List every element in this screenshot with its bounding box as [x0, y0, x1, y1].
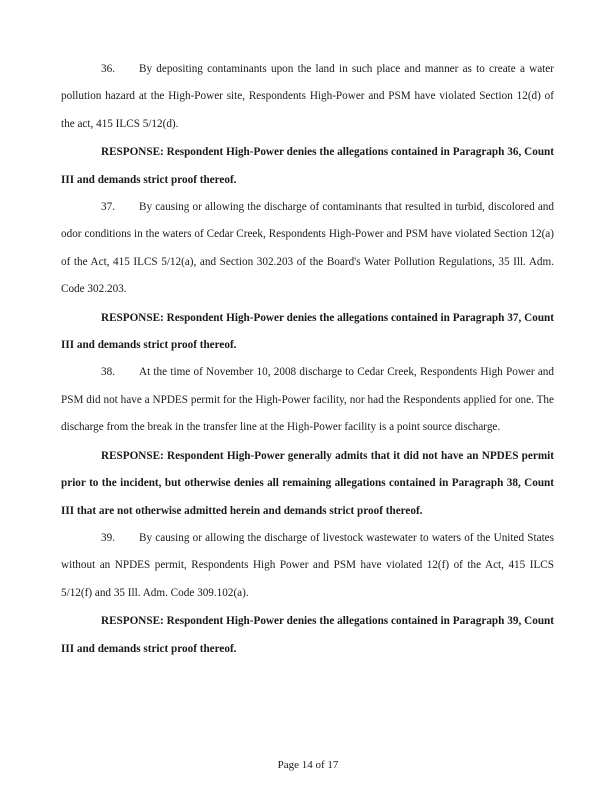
- paragraph-text: By causing or allowing the discharge of contaminants that resulted in turbid, discolored and odor conditions in the waters of Cedar Creek, Respondents High-Power and PSM have violated Section 12(a) of the Act, 415 ILCS 5/12(a), and Section 302.203 of the Board's Water Pollution Regulations, 35 Ill. Adm. Code 302.203.: [61, 201, 554, 296]
- paragraph-39: [61, 525, 554, 607]
- paragraph-number: 38.: [101, 366, 115, 379]
- paragraph-37: [61, 194, 554, 304]
- response-37: RESPONSE: Respondent High-Power denies the allegations contained in Paragraph 37, Count III and demands strict proof thereof.: [61, 311, 554, 352]
- paragraph-text: By causing or allowing the discharge of livestock wastewater to waters of the United States without an NPDES permit, Respondents High Power and PSM have violated 12(f) of the Act, 415 ILCS 5/12(f) and 35 Ill. Adm. Code 309.102(a).: [61, 531, 554, 599]
- page-footer: [0, 758, 616, 772]
- paragraph-text: By depositing contaminants upon the land in such place and manner as to create a water pollution hazard at the High-Power site, Respondents High-Power and PSM have violated Section 12(d) of the act, 415 ILCS 5/12(d).: [61, 63, 554, 130]
- paragraph-number: 39.: [101, 531, 115, 544]
- paragraph-number: 37.: [101, 201, 115, 214]
- response-36: RESPONSE: Respondent High-Power denies the allegations contained in Paragraph 36, Count III and demands strict proof thereof.: [61, 146, 554, 186]
- response-38: RESPONSE: Respondent High-Power generally admits that it did not have an NPDES permit prior to the incident, but otherwise denies all remaining allegations contained in Paragraph 38, Count III that are not otherwise admitted herein and demands strict proof thereof.: [61, 449, 554, 517]
- document-body: [61, 56, 554, 663]
- paragraph-38: [61, 359, 554, 441]
- paragraph-number: 36.: [101, 63, 115, 75]
- paragraph-text: At the time of November 10, 2008 discharge to Cedar Creek, Respondents High Power and PSM did not have a NPDES permit for the High-Power facility, nor had the Respondents applied for one. The discharge from the break in the transfer line at the High-Power facility is a point source discharge.: [61, 366, 554, 434]
- response-39: RESPONSE: Respondent High-Power denies the allegations contained in Paragraph 39, Count III and demands strict proof thereof.: [61, 615, 554, 655]
- paragraph-36: [61, 56, 554, 138]
- page-number: Page 14 of 17: [277, 759, 339, 771]
